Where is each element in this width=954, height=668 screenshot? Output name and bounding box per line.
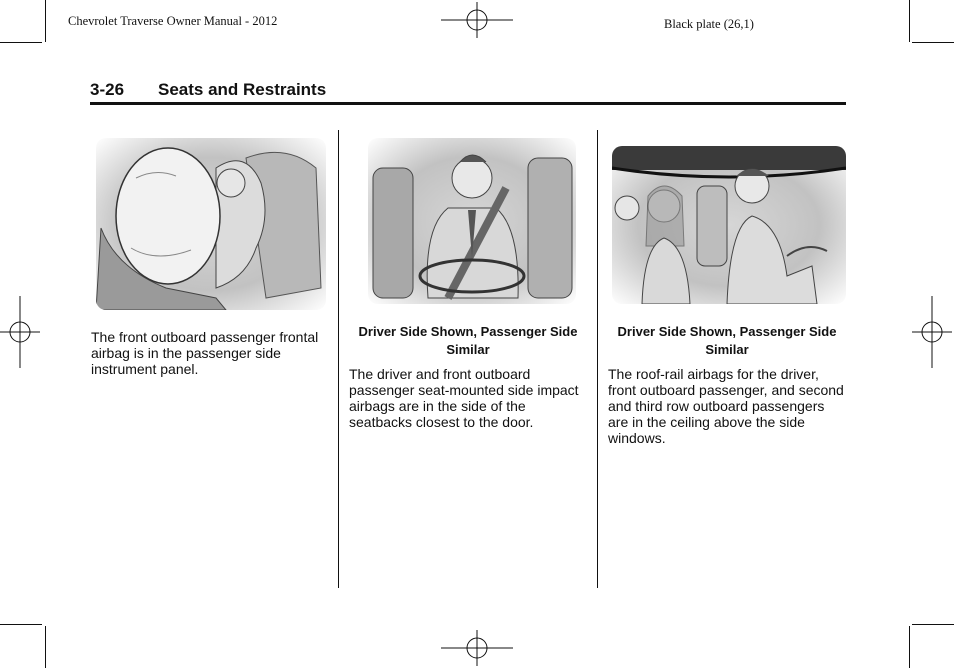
crop-mark xyxy=(912,624,954,625)
crop-mark xyxy=(0,42,42,43)
column-1-text: The front outboard passenger frontal airbag is in the passenger side instrument panel. xyxy=(91,329,319,377)
registration-mark-icon xyxy=(912,296,952,368)
crop-mark xyxy=(45,626,46,668)
frontal-airbag-illustration xyxy=(96,138,326,310)
plate-label: Black plate (26,1) xyxy=(664,17,754,31)
registration-mark-icon xyxy=(0,296,40,368)
registration-mark-icon xyxy=(441,630,513,666)
crop-mark xyxy=(45,0,46,42)
heading-rule xyxy=(90,102,846,105)
column-2-caption: Driver Side Shown, Passenger Side Similar xyxy=(358,324,578,357)
manual-title: Chevrolet Traverse Owner Manual - 2012 xyxy=(68,14,278,28)
column-divider xyxy=(597,130,598,588)
column-3-text: The roof-rail airbags for the driver, front outboard passenger, and second and third row outboard passengers are in the ceiling above the side windows. xyxy=(608,366,844,446)
column-3-caption: Driver Side Shown, Passenger Side Similar xyxy=(617,324,837,357)
seat-airbag-illustration xyxy=(368,138,576,304)
section-heading xyxy=(90,80,326,100)
column-divider xyxy=(338,130,339,588)
roof-rail-airbag-illustration xyxy=(612,146,846,304)
page-number: 3-26 xyxy=(90,80,125,99)
crop-mark xyxy=(912,42,954,43)
crop-mark xyxy=(909,0,910,42)
column-2-text: The driver and front outboard passenger seat-mounted side impact airbags are in the side of the seatbacks closest to the door. xyxy=(349,366,579,430)
crop-mark xyxy=(0,624,42,625)
section-title: Seats and Restraints xyxy=(158,80,327,99)
registration-mark-icon xyxy=(441,2,513,38)
crop-mark xyxy=(909,626,910,668)
